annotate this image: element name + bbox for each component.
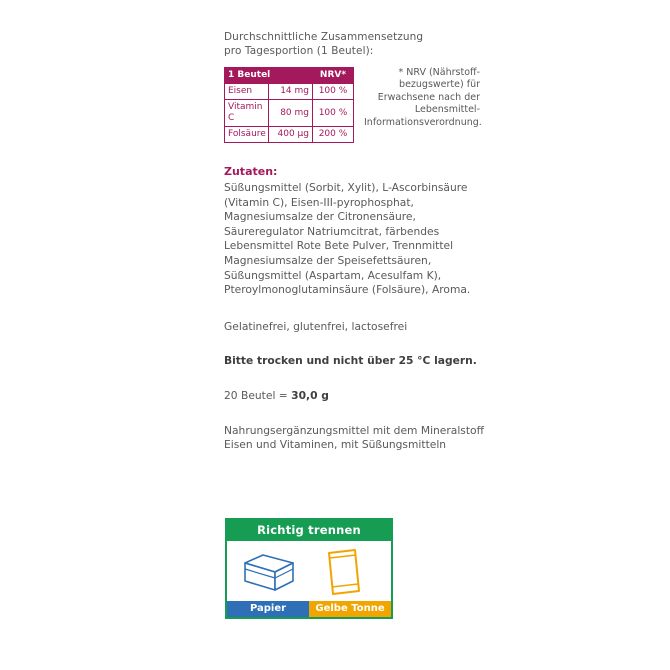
- nutrient-nrv: 200 %: [313, 127, 354, 143]
- nutrient-amount: 14 mg: [269, 84, 313, 100]
- net-amount: [224, 389, 484, 404]
- table-row: [225, 84, 354, 100]
- label-content: [224, 30, 484, 453]
- nutrition-table-wrapper: [224, 67, 484, 143]
- nrv-footnote: * NRV (Nährstoff-bezugswerte) für Erwachsene nach der Lebensmittel-Informationsverordnung.: [364, 67, 482, 128]
- nutrient-nrv: 100 %: [313, 100, 354, 127]
- recycling-box: [225, 518, 393, 619]
- nutrition-table-head: [225, 68, 354, 84]
- composition-intro-line1: Durchschnittliche Zusammensetzung: [224, 31, 424, 43]
- table-header-row: [225, 68, 354, 84]
- nutrient-amount: 80 mg: [269, 100, 313, 127]
- ingredients-text: Süßungsmittel (Sorbit, Xylit), L-Ascorbinsäure (Vitamin C), Eisen-III-pyrophosphat, Magnesiumsalze der Citronensäure, Säureregulator Natriumcitrat, färbendes Lebensmittel Rote Bete Pulver, Trennmittel Magnesiumsalze der Speisefettsäuren, Süßungsmittel (Aspartam, Acesulfam K), Pteroylmonoglutaminsäure (Folsäure), Aroma.: [224, 181, 471, 297]
- carton-box-icon: [241, 549, 297, 595]
- nutrient-name: Folsäure: [225, 127, 269, 143]
- nutrient-amount: 400 µg: [269, 127, 313, 143]
- nutrient-name: Eisen: [225, 84, 269, 100]
- ingredients-title: Zutaten:: [224, 165, 278, 178]
- net-amount-weight: 30,0 g: [291, 388, 329, 402]
- recycling-title: Richtig trennen: [227, 520, 391, 541]
- nutrition-table-body: [225, 84, 354, 143]
- free-of-text: Gelatinefrei, glutenfrei, lactosefrei: [224, 319, 408, 333]
- column-header-nrv: NRV*: [313, 68, 354, 84]
- recycling-footer: [227, 601, 391, 617]
- nutrient-nrv: 100 %: [313, 84, 354, 100]
- net-amount-prefix: 20 Beutel =: [224, 388, 292, 402]
- table-row: [225, 127, 354, 143]
- recycling-illustration: [227, 541, 391, 601]
- product-description: Nahrungsergänzungsmittel mit dem Mineralstoff Eisen und Vitaminen, mit Süßungsmitteln: [224, 423, 484, 452]
- table-row: [225, 100, 354, 127]
- composition-intro-line2: pro Tagesportion (1 Beutel):: [224, 45, 374, 57]
- nutrition-table: [224, 67, 354, 143]
- nutrient-name: Vitamin C: [225, 100, 269, 127]
- column-header-serving: 1 Beutel: [225, 68, 313, 84]
- recycling-label-gelbe-tonne: Gelbe Tonne: [309, 601, 391, 617]
- sachet-icon: [323, 547, 363, 597]
- recycling-label-papier: Papier: [227, 601, 309, 617]
- composition-intro: [224, 30, 484, 58]
- storage-instructions: Bitte trocken und nicht über 25 °C lagern.: [224, 354, 477, 368]
